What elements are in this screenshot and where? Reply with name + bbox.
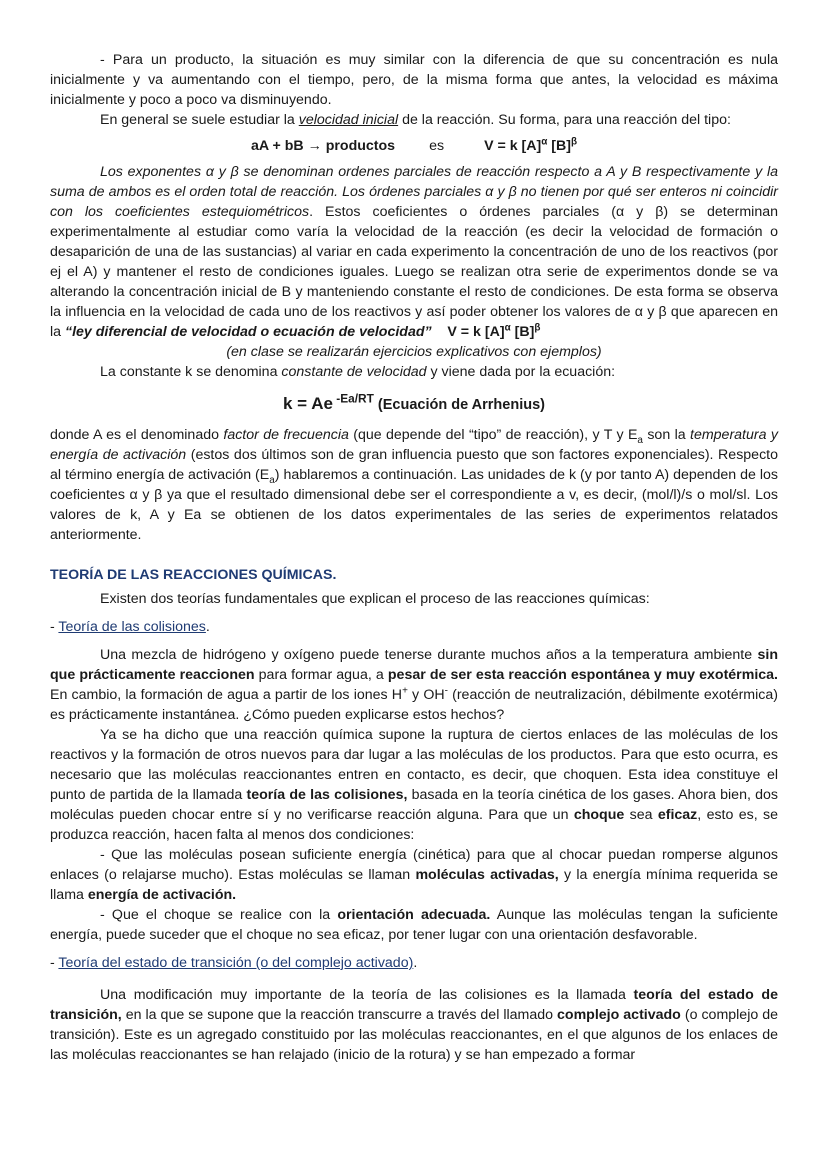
- paragraph-transition-state: [50, 985, 778, 1065]
- text: Una modificación muy importante de la teoría de las colisiones es la llamada: [100, 987, 634, 1003]
- text: Ya se ha dicho que una reacción química supone la ruptura de ciertos enlaces de las moléculas de los reactivos y la formación de otros nuevos para dar lugar a las moléculas de los productos. Para que esto ocurra, es necesario que las moléculas reaccionantes entren en contacto, es decir, que choquen. Esta idea constituye el punto de partida de la llamada: [50, 727, 778, 803]
- bold-term: orientación adecuada.: [337, 907, 491, 923]
- bold-term: choque: [573, 807, 625, 823]
- text: - Que las moléculas posean suficiente energía (cinética) para que al chocar puedan romperse algunos enlaces (o relajarse mucho). Estas moléculas se llaman: [50, 847, 778, 883]
- bold-term: energía de activación.: [87, 887, 237, 903]
- paragraph-hydrogen-oxygen: [50, 645, 778, 725]
- subheading-transition-state: [50, 953, 778, 973]
- bold-term: moléculas activadas,: [415, 867, 559, 883]
- dot: .: [205, 619, 210, 635]
- superscript: +: [402, 685, 408, 697]
- arrhenius-equation: [50, 391, 778, 415]
- text: de la reacción. Su forma, para una reacción del tipo:: [398, 112, 731, 128]
- bold-term: teoría de las colisiones,: [246, 787, 408, 803]
- bold-term: eficaz: [657, 807, 698, 823]
- reaction-expression: aA + bB → productos: [250, 138, 396, 154]
- dash: -: [50, 955, 59, 971]
- text: y viene dada por la ecuación:: [426, 364, 616, 380]
- superscript: -: [444, 685, 448, 697]
- arrhenius-main: k = Ae: [283, 394, 333, 413]
- beta-exponent: β: [570, 136, 578, 148]
- text: y OH: [407, 687, 445, 703]
- initial-velocity-term: velocidad inicial: [298, 112, 399, 128]
- rate-equation-formula: [50, 136, 778, 156]
- subscript: a: [637, 434, 643, 446]
- rate-expression-b: [B]: [547, 138, 571, 154]
- bold-term: teoría del estado de transición,: [50, 987, 778, 1023]
- text: en la que se supone que la reacción transcurre a través del llamado: [121, 1007, 558, 1023]
- alpha-exponent: α: [504, 322, 511, 334]
- alpha-exponent: α: [541, 136, 548, 148]
- document-page: [50, 50, 778, 1065]
- class-note: (en clase se realizarán ejercicios explicativos con ejemplos): [226, 344, 602, 360]
- text: (que depende del “tipo” de reacción), y T y E: [348, 427, 638, 443]
- paragraph-chemical-reaction: [50, 725, 778, 845]
- bold-term: pesar de ser esta reacción espontánea y muy exotérmica.: [387, 667, 778, 683]
- text: La constante k se denomina: [100, 364, 282, 380]
- text: basada en la teoría cinética de los gases. Ahora bien, dos moléculas pueden chocar entre sí y no verificarse reacción alguna. Para que un: [50, 787, 779, 823]
- dash: -: [50, 619, 59, 635]
- subheading-collision-theory: [50, 617, 778, 637]
- paragraph-condition-energy: [50, 845, 778, 905]
- text: . Estos coeficientes o órdenes parciales (α y β) se determinan experimentalmente al estudiar como varía la velocidad de la reacción (es decir la velocidad de formación o desaparición de una de las sustancias) al variar en cada experimento la concentración de uno de los reactivos (por ej el A) y mantener el resto de condiciones iguales. Luego se realizan otra serie de experimentos donde se va alterando la concentración inicial de B y manteniendo constante el resto de condiciones. De esta forma se observa la influencia en la velocidad de cada uno de los reactivos y así poder obtener los valores de α y β que aparecen en la: [50, 204, 778, 340]
- bold-term: sin que prácticamente reaccionen: [50, 647, 778, 683]
- text: (estos dos últimos son de gran influencia puesto que son factores exponenciales). Respecto al término energía de activación (E: [50, 447, 778, 483]
- text: y la energía mínima requerida se llama: [50, 867, 779, 903]
- collision-theory-link[interactable]: Teoría de las colisiones: [58, 619, 206, 635]
- subscript: a: [269, 474, 275, 486]
- text: donde A es el denominado: [50, 427, 224, 443]
- rate-law-equation-b: [B]: [510, 324, 535, 340]
- text: ) hablaremos a continuación. Las unidades de k (y por tanto A) dependen de los coeficientes α y β ya que el resultado dimensional debe ser el correspondiente a v, es decir, (mol/l)/s o mol/sl. Los valores de k, A y Ea se obtienen de los datos experimentales de las series de experimentos relatados anteriormente.: [50, 467, 779, 543]
- paragraph-condition-orientation: [50, 905, 778, 945]
- section-heading: TEORÍA DE LAS REACCIONES QUÍMICAS.: [50, 567, 337, 583]
- rate-expression: V = k [A]: [484, 138, 542, 154]
- rate-law-term: “ley diferencial de velocidad o ecuación de velocidad”: [64, 324, 432, 340]
- text: - Que el choque se realice con la: [100, 907, 338, 923]
- arrhenius-label: (Ecuación de Arrhenius): [373, 397, 545, 413]
- arrhenius-exponent: -Ea/RT: [332, 391, 374, 406]
- bold-term: complejo activado: [557, 1007, 681, 1023]
- text: para formar agua, a: [254, 667, 388, 683]
- formula-es: es: [429, 138, 445, 154]
- text: Una mezcla de hidrógeno y oxígeno puede tenerse durante muchos años a la temperatura ambiente: [100, 647, 758, 663]
- text: En cambio, la formación de agua a partir de los iones H: [50, 687, 403, 703]
- text: son la: [642, 427, 691, 443]
- paragraph-rate-constant: [50, 362, 778, 382]
- transition-state-link[interactable]: Teoría del estado de transición (o del complejo activado): [58, 955, 414, 971]
- paragraph-frequency-factor: [50, 425, 778, 545]
- frequency-factor-term: factor de frecuencia: [223, 427, 349, 443]
- paragraph-two-theories: Existen dos teorías fundamentales que explican el proceso de las reacciones químicas:: [100, 591, 650, 607]
- text: Los exponentes α y β se denominan ordenes parciales de reacción respecto a A y B respectivamente y la suma de ambos es el orden total de reacción. Los órdenes parciales α y β no tienen por qué ser enteros ni coincidir con los coeficientes estequiométricos: [50, 164, 778, 220]
- beta-exponent: β: [534, 322, 541, 334]
- text: En general se suele estudiar la: [100, 112, 299, 128]
- text: (o complejo de transición). Este es un agregado constituido por las moléculas reaccionantes, en el que algunos de los enlaces de las moléculas reaccionantes se han relajado (inicio de la rotura) y se han empezado a formar: [50, 1007, 779, 1063]
- paragraph-product-concentration: - Para un producto, la situación es muy similar con la diferencia de que su concentración es nula inicialmente y va aumentando con el tiempo, pero, de la misma forma que antes, la velocidad es máxima inicialmente y poco a poco va disminuyendo.: [50, 52, 778, 108]
- paragraph-initial-velocity: [50, 110, 778, 130]
- rate-law-equation: V = k [A]: [447, 324, 505, 340]
- dot: .: [413, 955, 418, 971]
- text: , esto es, se produzca reacción, hacen falta al menos dos condiciones:: [50, 807, 778, 843]
- rate-constant-term: constante de velocidad: [281, 364, 427, 380]
- text: sea: [624, 807, 658, 823]
- paragraph-partial-orders: [50, 162, 778, 342]
- text: (reacción de neutralización, débilmente exotérmica) es prácticamente instantánea. ¿Cómo pueden explicarse estos hechos?: [50, 687, 778, 723]
- text: Aunque las moléculas tengan la suficiente energía, puede suceder que el choque no sea eficaz, por tener lugar con una orientación desfavorable.: [50, 907, 778, 943]
- temperature-energy-term: temperatura y energía de activación: [50, 427, 778, 463]
